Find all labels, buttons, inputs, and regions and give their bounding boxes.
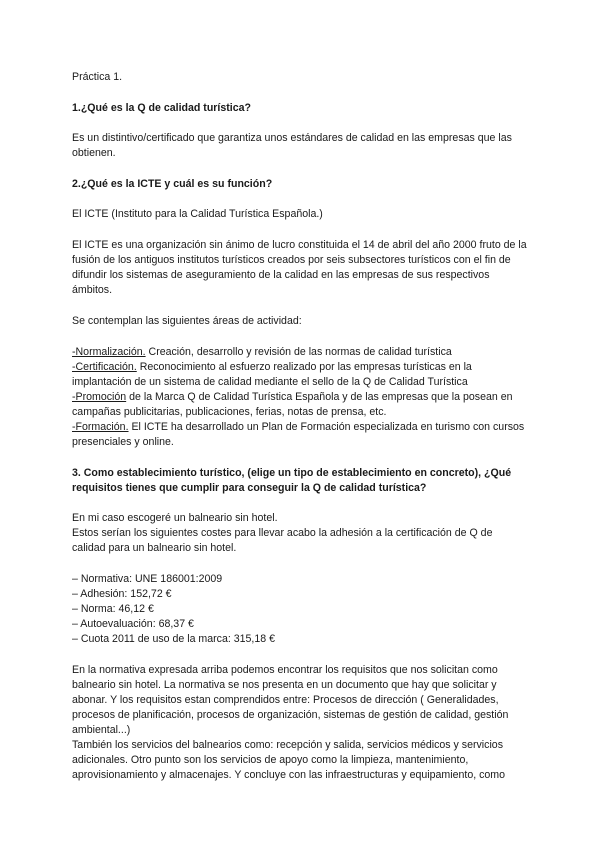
list-item	[72, 390, 528, 420]
area-text: Creación, desarrollo y revisión de las normas de calidad turística	[145, 346, 452, 358]
area-text: Reconocimiento al esfuerzo realizado por las empresas turísticas en la implantación de un sistema de calidad mediante el sello de la Q de Calidad Turística	[72, 361, 472, 388]
list-item: – Norma: 46,12 €	[72, 603, 154, 615]
icte-description: El ICTE es una organización sin ánimo de lucro constituida el 14 de abril del año 2000 fruto de la fusión de los antiguos institutos turísticos creados por seis subsectores turísticos con el fin de difundir los sistemas de aseguramiento de la calidad en las empresas de sus respectivos ámbitos.	[72, 239, 527, 296]
question-2: 2.¿Qué es la ICTE y cuál es su función?	[72, 178, 273, 190]
area-text: de la Marca Q de Calidad Turística Española y de las empresas que la posean en campañas publicitarias, publicaciones, ferias, notas de prensa, etc.	[72, 391, 513, 418]
list-item: – Cuota 2011 de uso de la marca: 315,18 €	[72, 633, 275, 645]
icte-name: El ICTE (Instituto para la Calidad Turística Española.)	[72, 208, 323, 220]
list-item: – Autoevaluación: 68,37 €	[72, 618, 194, 630]
choice-text: En mi caso escogeré un balneario sin hotel.	[72, 512, 278, 524]
question-1: 1.¿Qué es la Q de calidad turística?	[72, 102, 251, 114]
list-item	[72, 345, 528, 360]
list-item: – Normativa: UNE 186001:2009	[72, 573, 223, 585]
requirements-text: En la normativa expresada arriba podemos encontrar los requisitos que nos solicitan como balneario sin hotel. La normativa se nos presenta en un documento que hay que solicitar y abonar. Y los requisitos estan comprendidos entre: Procesos de dirección ( Generalidades, procesos de planificación, procesos de organización, sistemas de gestión de calidad, gestión ambiental...)	[72, 664, 509, 736]
activity-areas-intro: Se contemplan las siguientes áreas de actividad:	[72, 315, 302, 327]
list-item	[72, 360, 528, 390]
services-text: También los servicios del balnearios como: recepción y salida, servicios médicos y servicios adicionales. Otro punto son los servicios de apoyo como la limpieza, mantenimiento, aprovisionamiento y almacenajes. Y concluye con las infraestructuras y equipamiento, como	[72, 739, 506, 781]
area-text: El ICTE ha desarrollado un Plan de Formación especializada en turismo con cursos presenciales y online.	[72, 421, 525, 448]
area-name: -Normalización.	[72, 346, 146, 358]
question-3: 3. Como establecimiento turístico, (elige un tipo de establecimiento en concreto), ¿Qué requisitos tienes que cumplir para conseguir la Q de calidad turística?	[72, 467, 512, 494]
activity-areas-list	[72, 345, 528, 450]
area-name: -Promoción	[72, 391, 127, 403]
answer-1: Es un distintivo/certificado que garantiza unos estándares de calidad en las empresas que las obtienen.	[72, 132, 512, 159]
document-title: Práctica 1.	[72, 71, 123, 83]
costs-list	[72, 572, 528, 647]
costs-intro: Estos serían los siguientes costes para llevar acabo la adhesión a la certificación de Q de calidad para un balneario sin hotel.	[72, 527, 493, 554]
list-item	[72, 420, 528, 450]
area-name: -Certificación.	[72, 361, 137, 373]
area-name: -Formación.	[72, 421, 129, 433]
list-item: – Adhesión: 152,72 €	[72, 588, 172, 600]
